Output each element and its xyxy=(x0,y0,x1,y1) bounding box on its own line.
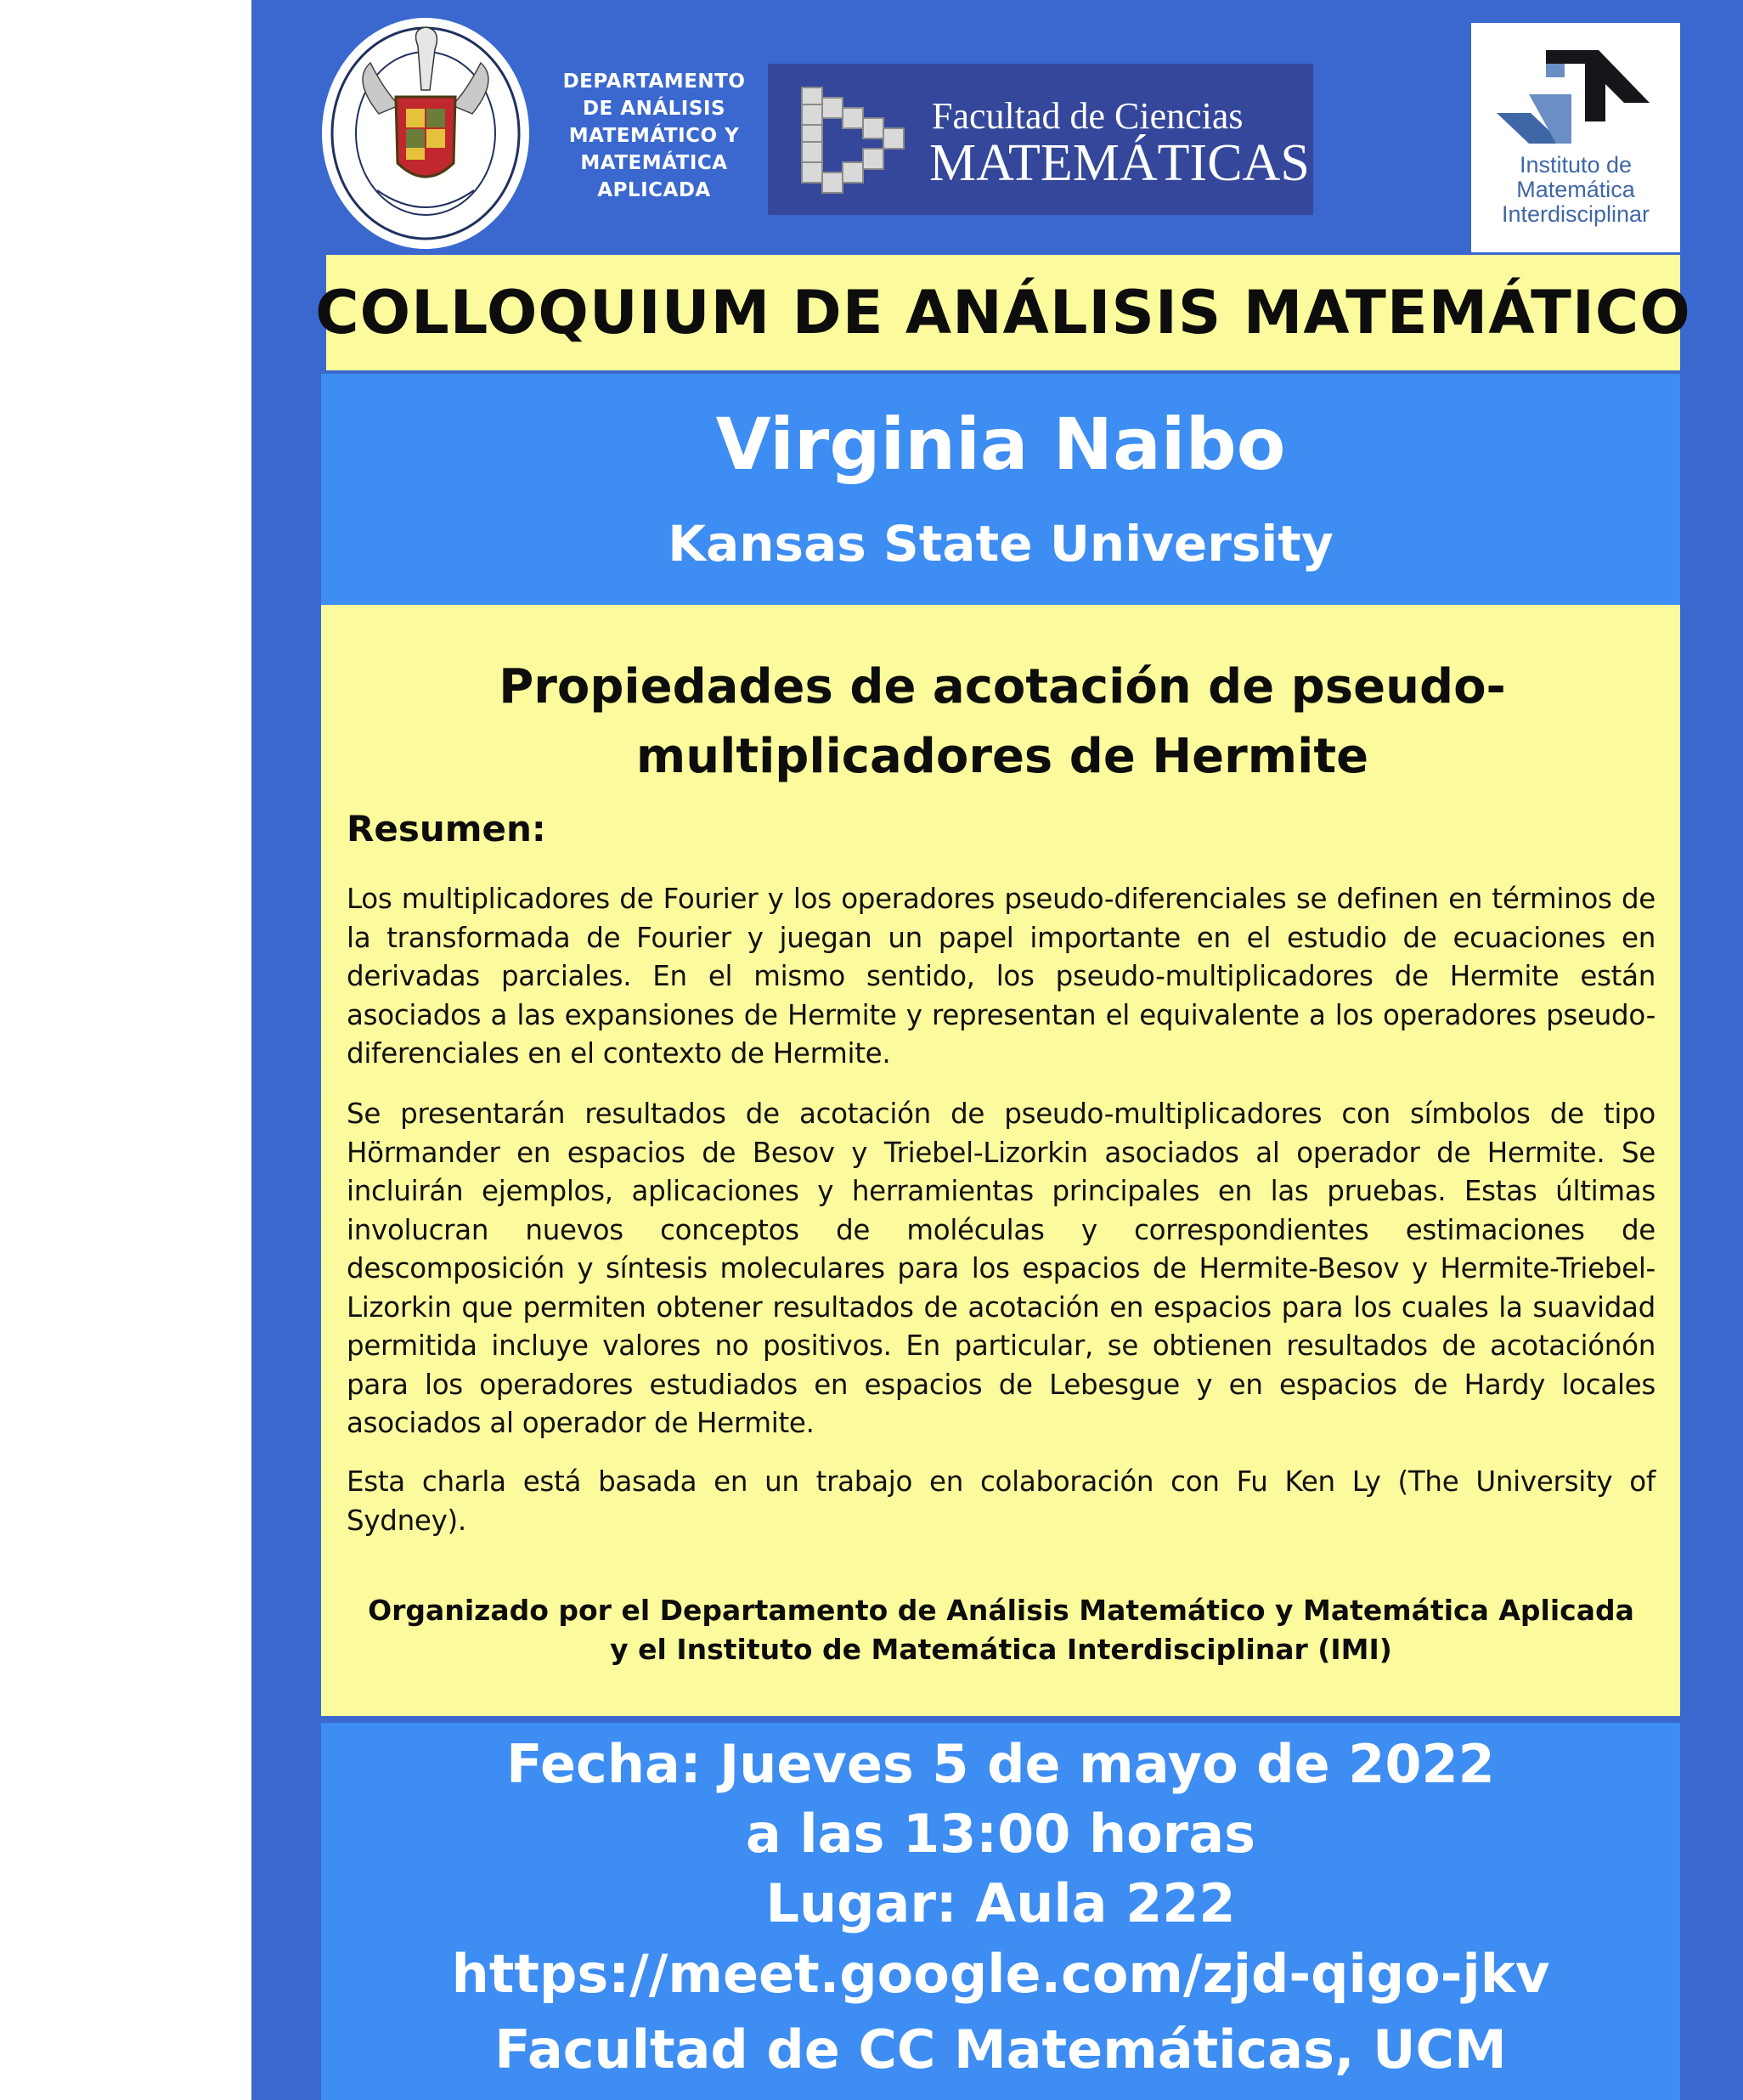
abstract-paragraph: Se presentarán resultados de acotación de pseudo-multiplicadores con símbolos de tipo Hörmander en espacios de Besov y Triebel-Lizorkin asociados al operador de Hermite. Se incluirán ejemplos, aplicaciones y herramientas principales en las pruebas. Estas últimas involucran nuevos conceptos de moléculas y correspondientes estimaciones de descomposición y síntesis moleculares para los espacios de Hermite-Besov y Hermite-Triebel-Lizorkin que permiten obtener resultados de acotación en espacios para los cuales la suavidad permitida incluye valores no positivos. En particular, se obtienen resultados de acotaciónón para los operadores estudiados en espacios de Lebesgue y en espacios de Hardy locales asociados al operador de Hermite. xyxy=(347,1098,1656,1439)
organizer-line: Organizado por el Departamento de Análisis Matemático y Matemática Aplicada xyxy=(368,1594,1634,1627)
department-line: APLICADA xyxy=(597,179,711,201)
institute-emblem-icon xyxy=(1497,43,1655,149)
department-line: DEPARTAMENTO xyxy=(562,71,746,93)
institute-name xyxy=(1471,153,1680,227)
department-line: MATEMÁTICA xyxy=(580,152,728,174)
organizer-line: y el Instituto de Matemática Interdisciplinar (IMI) xyxy=(610,1633,1392,1666)
faculty-name-line2: MATEMÁTICAS xyxy=(929,134,1310,192)
impossible-triangle-icon xyxy=(787,79,914,200)
abstract-paragraph: Los multiplicadores de Fourier y los operadores pseudo-diferenciales se definen en términos de la transformada de Fourier y juegan un papel importante en el estudio de ecuaciones en derivadas parciales. En el mismo sentido, los pseudo-multiplicadores de Hermite están asociados a las expansiones de Hermite y representan el equivalente a los operadores pseudo-diferenciales en el contexto de Hermite. xyxy=(347,883,1656,1070)
meeting-link[interactable]: https://meet.google.com/zjd-qigo-jkv xyxy=(451,1943,1550,2005)
event-venue: Facultad de CC Matemáticas, UCM xyxy=(494,2018,1507,2080)
institute-line: Interdisciplinar xyxy=(1501,201,1650,227)
faculty-logo xyxy=(768,64,1313,215)
organizer-note xyxy=(347,1591,1656,1669)
event-time: a las 13:00 horas xyxy=(746,1803,1255,1865)
colloquium-title: COLLOQUIUM DE ANÁLISIS MATEMÁTICO xyxy=(315,278,1691,347)
colloquium-title-band xyxy=(315,255,1691,370)
talk-title-line: multiplicadores de Hermite xyxy=(635,729,1369,784)
institute-line: Matemática xyxy=(1516,177,1635,202)
event-date: Fecha: Jueves 5 de mayo de 2022 xyxy=(506,1733,1495,1795)
department-line: MATEMÁTICO Y xyxy=(568,125,740,147)
abstract-paragraph: Esta charla está basada en un trabajo en colaboración con Fu Ken Ly (The University of Sydney). xyxy=(347,1465,1656,1537)
university-seal-logo xyxy=(318,12,533,255)
department-name xyxy=(550,68,758,204)
talk-title xyxy=(476,652,1529,792)
faculty-name-line1: Facultad de Ciencias xyxy=(932,95,1244,137)
talk-title-line: Propiedades de acotación de pseudo- xyxy=(499,659,1506,714)
speaker-name: Virginia Naibo xyxy=(715,403,1286,486)
institute-logo xyxy=(1471,23,1680,252)
institute-line: Instituto de xyxy=(1519,152,1633,178)
abstract-label: Resumen: xyxy=(347,808,546,850)
event-place: Lugar: Aula 222 xyxy=(765,1872,1236,1934)
department-line: DE ANÁLISIS xyxy=(582,98,726,120)
speaker-institution: Kansas State University xyxy=(668,515,1334,573)
